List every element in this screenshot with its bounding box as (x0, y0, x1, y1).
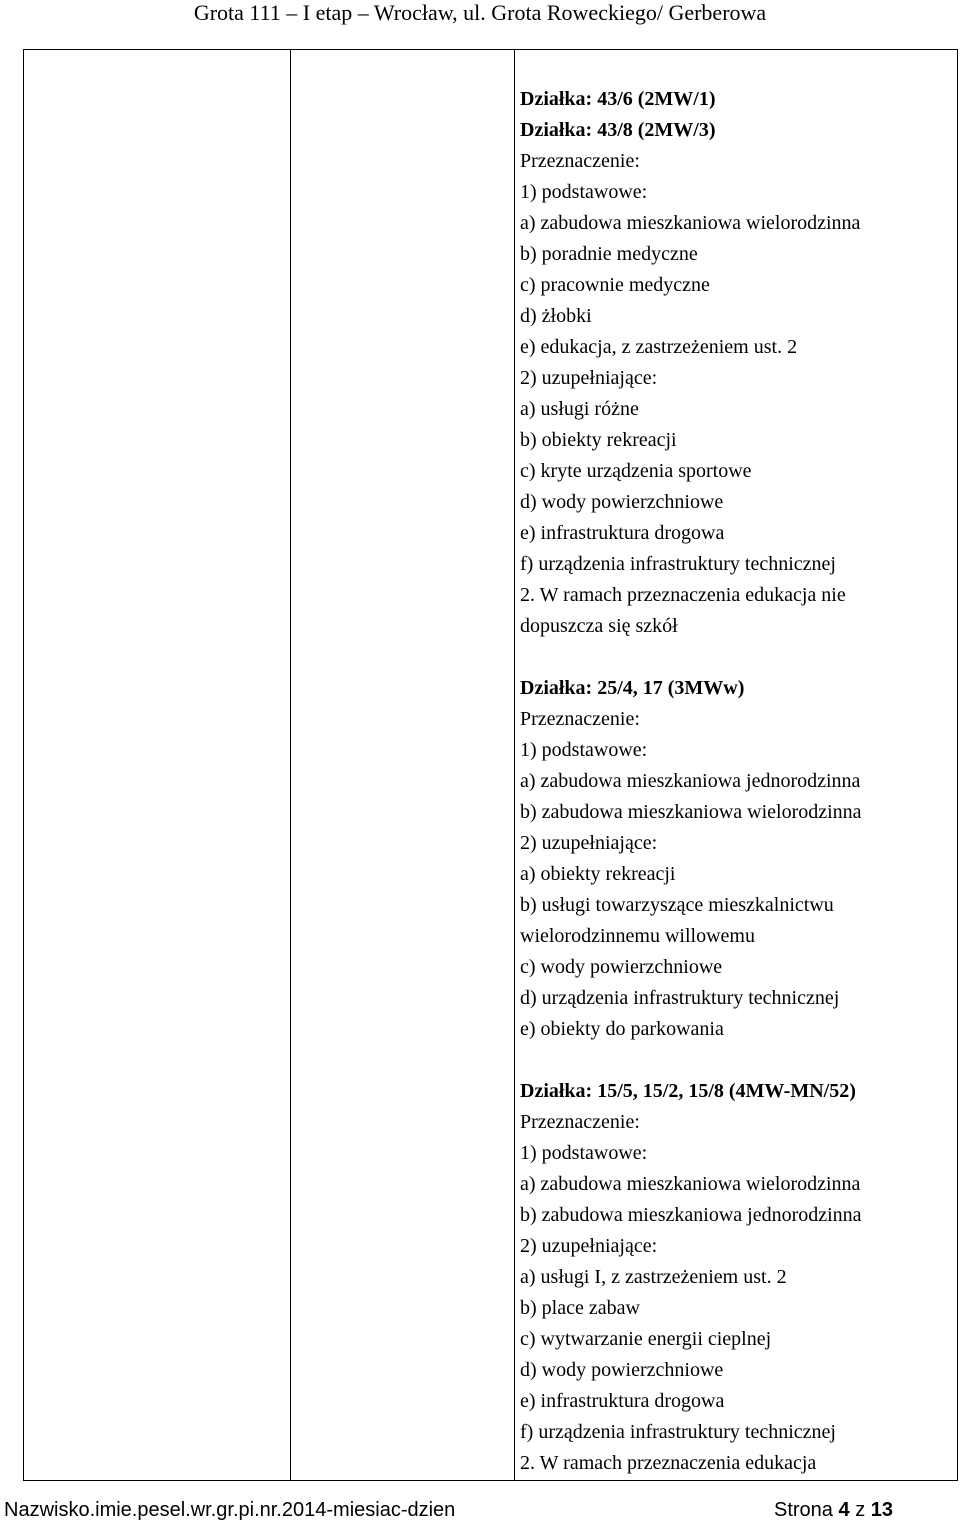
text-line: 2. W ramach przeznaczenia edukacja (520, 1452, 817, 1474)
footer-document-id: Nazwisko.imie.pesel.wr.gr.pi.nr.2014-miesiac-dzien (4, 1499, 456, 1521)
text-line: 1) podstawowe: (520, 181, 648, 203)
text-line: d) wody powierzchniowe (520, 1359, 724, 1381)
text-line: e) infrastruktura drogowa (520, 522, 725, 544)
text-line: b) place zabaw (520, 1297, 640, 1319)
parcel-heading: Działka: 25/4, 17 (3MWw) (520, 677, 745, 699)
text-line: e) infrastruktura drogowa (520, 1390, 725, 1412)
text-line: e) obiekty do parkowania (520, 1018, 724, 1040)
page-current: 4 (838, 1499, 850, 1521)
table-content-cell (520, 84, 950, 1479)
text-line: Przeznaczenie: (520, 1111, 640, 1133)
parcel-heading: Działka: 43/8 (2MW/3) (520, 119, 716, 141)
text-line: c) wytwarzanie energii cieplnej (520, 1328, 772, 1350)
text-line: a) zabudowa mieszkaniowa jednorodzinna (520, 770, 861, 792)
table-column-divider (514, 50, 515, 1480)
parcel-heading: Działka: 43/6 (2MW/1) (520, 88, 716, 110)
text-line: 2) uzupełniające: (520, 832, 658, 854)
text-line: a) usługi I, z zastrzeżeniem ust. 2 (520, 1266, 787, 1288)
page-header (0, 0, 960, 28)
text-line: 2) uzupełniające: (520, 1235, 658, 1257)
page-total: 13 (870, 1499, 893, 1521)
table-column-divider (290, 50, 291, 1480)
text-line: a) obiekty rekreacji (520, 863, 676, 885)
text-line: Przeznaczenie: (520, 150, 640, 172)
text-line: 2. W ramach przeznaczenia edukacja nie (520, 584, 846, 606)
text-line: 1) podstawowe: (520, 739, 648, 761)
text-line: a) usługi różne (520, 398, 639, 420)
section-spacer (520, 642, 950, 673)
text-line: f) urządzenia infrastruktury technicznej (520, 553, 836, 575)
text-line: b) usługi towarzyszące mieszkalnictwu (520, 894, 834, 916)
text-line: c) pracownie medyczne (520, 274, 710, 296)
text-line: a) zabudowa mieszkaniowa wielorodzinna (520, 1173, 861, 1195)
text-line: Przeznaczenie: (520, 708, 640, 730)
page-footer (0, 1494, 960, 1526)
text-line: d) wody powierzchniowe (520, 491, 724, 513)
text-line: 1) podstawowe: (520, 1142, 648, 1164)
header-title: Grota 111 – I etap – Wrocław, ul. Grota Roweckiego/ Gerberowa (193, 0, 767, 25)
text-line: b) zabudowa mieszkaniowa jednorodzinna (520, 1204, 862, 1226)
page-separator: z (855, 1499, 866, 1521)
text-line: wielorodzinnemu willowemu (520, 925, 755, 947)
text-line: b) zabudowa mieszkaniowa wielorodzinna (520, 801, 862, 823)
text-line: a) zabudowa mieszkaniowa wielorodzinna (520, 212, 861, 234)
text-line: d) urządzenia infrastruktury technicznej (520, 987, 840, 1009)
text-line: dopuszcza się szkół (520, 615, 678, 637)
text-line: b) obiekty rekreacji (520, 429, 677, 451)
text-line: e) edukacja, z zastrzeżeniem ust. 2 (520, 336, 798, 358)
parcel-heading: Działka: 15/5, 15/2, 15/8 (4MW-MN/52) (520, 1080, 856, 1102)
text-line: b) poradnie medyczne (520, 243, 698, 265)
text-line: c) wody powierzchniowe (520, 956, 723, 978)
page-number (774, 1494, 893, 1526)
text-line: f) urządzenia infrastruktury technicznej (520, 1421, 836, 1443)
text-line: 2) uzupełniające: (520, 367, 658, 389)
text-line: c) kryte urządzenia sportowe (520, 460, 752, 482)
text-line: d) żłobki (520, 305, 592, 327)
section-spacer (520, 1045, 950, 1076)
page-label: Strona (774, 1499, 833, 1521)
